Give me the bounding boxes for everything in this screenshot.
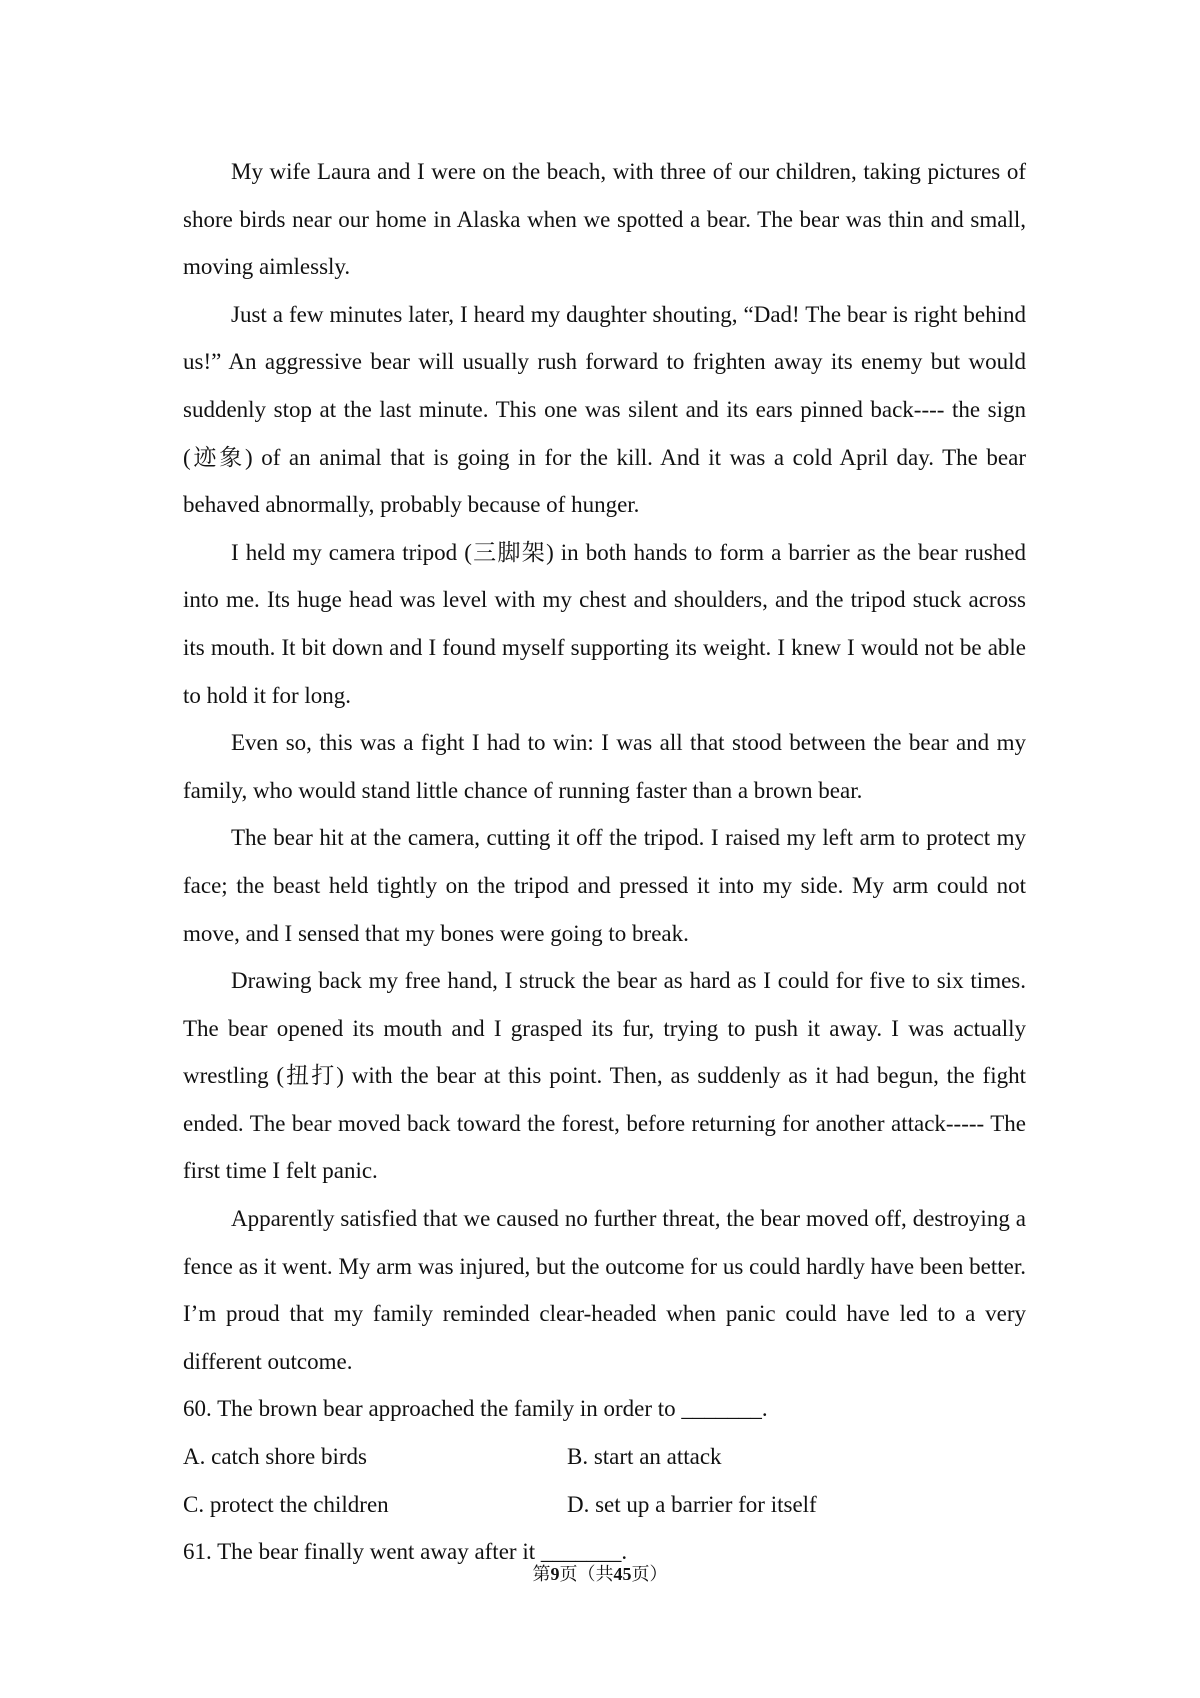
passage-paragraph-3: I held my camera tripod (三脚架) in both hands to form a barrier as the bear rushed into me. Its huge head was level with my chest and shoulders, and the tripod stuck across its mouth. It bit down and I found myself supporting its weight. I knew I would not be able to hold it for long.	[183, 539, 1026, 708]
footer-total-pages: 45	[613, 1564, 632, 1584]
option-d: D. set up a barrier for itself	[567, 1491, 817, 1517]
footer-suffix: 页）	[631, 1564, 668, 1584]
option-c: C. protect the children	[183, 1491, 389, 1517]
footer-middle: 页（共	[559, 1564, 614, 1584]
page-footer	[0, 1562, 1200, 1586]
page-content	[183, 148, 1026, 1576]
passage-paragraph-4: Even so, this was a fight I had to win: I was all that stood between the bear and my family, who would stand little chance of running faster than a brown bear.	[183, 730, 1026, 803]
passage-paragraph-5: The bear hit at the camera, cutting it off the tripod. I raised my left arm to protect my face; the beast held tightly on the tripod and pressed it into my side. My arm could not move, and I sensed that my bones were going to break.	[183, 825, 1026, 946]
option-a: A. catch shore birds	[183, 1444, 367, 1470]
question-60	[183, 1385, 1026, 1528]
question-61-stem: 61. The bear finally went away after it _______.	[183, 1539, 628, 1565]
footer-prefix: 第	[532, 1564, 551, 1584]
option-b: B. start an attack	[567, 1444, 722, 1470]
passage-paragraph-1: My wife Laura and I were on the beach, with three of our children, taking pictures of shore birds near our home in Alaska when we spotted a bear. The bear was thin and small, moving aimlessly.	[183, 159, 1026, 280]
question-60-stem: 60. The brown bear approached the family in order to _______.	[183, 1396, 768, 1422]
passage-paragraph-6: Drawing back my free hand, I struck the bear as hard as I could for five to six times. The bear opened its mouth and I grasped its fur, trying to push it away. I was actually wrestling (扭打) with the bear at this point. Then, as suddenly as it had begun, the fight ended. The bear moved back toward the forest, before returning for another attack----- The first time I felt panic.	[183, 968, 1026, 1184]
question-60-options	[183, 1433, 1026, 1528]
reading-passage	[183, 148, 1026, 1385]
footer-page-number: 9	[550, 1564, 560, 1584]
passage-paragraph-7: Apparently satisfied that we caused no further threat, the bear moved off, destroying a fence as it went. My arm was injured, but the outcome for us could hardly have been better. I’m proud that my family reminded clear-headed when panic could have led to a very different outcome.	[183, 1206, 1026, 1374]
passage-paragraph-2: Just a few minutes later, I heard my daughter shouting, “Dad! The bear is right behind us!” An aggressive bear will usually rush forward to frighten away its enemy but would suddenly stop at the last minute. This one was silent and its ears pinned back---- the sign (迹象) of an animal that is going in for the kill. And it was a cold April day. The bear behaved abnormally, probably because of hunger.	[183, 301, 1026, 518]
